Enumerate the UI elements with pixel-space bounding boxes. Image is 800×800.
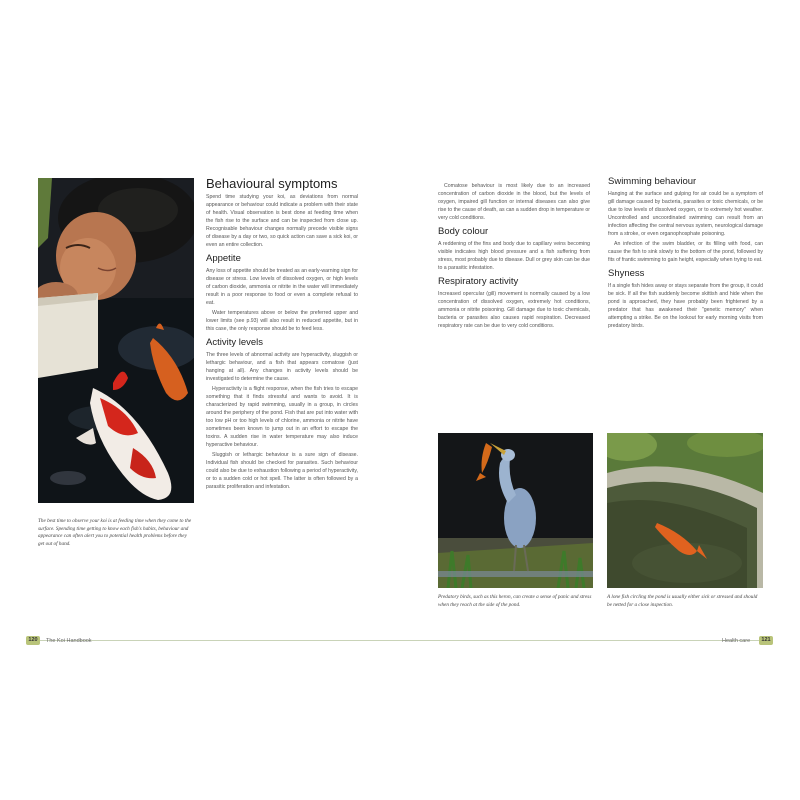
right-text-column-1: [438, 182, 590, 332]
right-running-head: Health care: [722, 638, 751, 644]
child-koi-photo: [38, 178, 194, 503]
left-text-column: [206, 176, 358, 493]
footer-rule: [28, 640, 772, 641]
pond-image: [607, 433, 763, 588]
activity-paragraph-2: Hyperactivity is a flight response, when the fish tries to escape something that it finds stressful and wants to avoid. It is characterized by rapid swimming, usually in a group, in circles around the periphery of the pond. Fish that are put into water with too low pH or too high levels of chlorine, ammonia or nitrite have sometimes been known to jump out in an effort to escape the toxins. A sudden rise in water temperature may also induce hyperactive behaviour.: [206, 386, 358, 448]
activity-paragraph-3: Sluggish or lethargic behaviour is a sure sign of disease. Individual fish should be checked for parasites. Such behaviour could also be due to exhaustion following a period of hyperactivity, or to a sudden cold or hot spell. The latter is often followed by a parasitic proliferation and infestation.: [206, 452, 358, 490]
heron-image: [438, 433, 593, 588]
pond-photo: [607, 433, 763, 588]
swimming-paragraph-2: An infection of the swim bladder, or its filling with food, can cause the fish to sink slowly to the bottom of the pond, followed by fits of frantic swimming to gain height, especially when trying to eat.: [608, 241, 763, 263]
left-page-number: 120: [26, 636, 40, 645]
heron-caption: Predatory birds, such as this heron, can create a sense of panic and stress when they reach at the side of the pond.: [438, 594, 592, 608]
left-photo-caption: The best time to observe your koi is at feeding time when they come to the surface. Spending time getting to know each fish's habits, behaviour and appearance can often alert you to potential health problems before they get out of hand.: [38, 518, 192, 547]
right-page-number: 121: [759, 636, 773, 645]
heron-photo: [438, 433, 593, 588]
appetite-paragraph-2: Water temperatures above or below the preferred upper and lower limits (see p.93) will also result in reduced appetite, but in this case, the only response should be to feed less.: [206, 310, 358, 332]
swimming-paragraph-1: Hanging at the surface and gulping for air could be a symptom of gill damage caused by bacteria, parasites or toxic chemicals, or be due to low levels of dissolved oxygen, or to extremely hot weather. Uncontrolled and uncoordinated swimming can result from an infection affecting the central nervous system, neurological damage from a stroke, or even organophosphate poisoning.: [608, 191, 763, 237]
shyness-paragraph: If a single fish hides away or stays separate from the group, it could be sick. If all the fish suddenly become skittish and hide when the pond is approached, they have probably been frightened by a predator that has awakened their "genetic memory" when attempting a strike. Be on the lookout for early morning visits from predatory birds.: [608, 283, 763, 329]
pond-caption: A lone fish circling the pond is usually either sick or stressed and should be netted for a close inspection.: [607, 594, 758, 608]
respiratory-heading: Respiratory activity: [438, 276, 519, 287]
comatose-paragraph: Comatose behaviour is most likely due to an increased concentration of carbon dioxide in the blood, but the levels of oxygen, impaired gill function or internal diseases can also give rise to the cause of death, as can a sudden drop in temperature or very cold conditions.: [438, 183, 590, 221]
body-colour-heading: Body colour: [438, 226, 489, 237]
child-koi-image: [38, 178, 194, 503]
swimming-heading: Swimming behaviour: [608, 176, 697, 187]
activity-heading: Activity levels: [206, 337, 264, 348]
respiratory-paragraph: Increased opercular (gill) movement is normally caused by a low concentration of dissolved oxygen, extremely hot conditions, ammonia or nitrite poisoning. Gill damage due to toxic chemicals, bacteria or parasites also causes rapid respiration. Decreased respiratory rate can be due to very cold conditions.: [438, 291, 590, 329]
intro-paragraph: Spend time studying your koi, as deviations from normal appearance or behaviour could indicate a problem with their state of health. Visual observation is best done at feeding time when the fish rise to the surface and can be inspected from close up. Recognisable behaviour changes normally precede visible signs of disease by a day or two, so quick action can save a sick koi, or even an entire collection.: [206, 194, 358, 248]
right-text-column-2: [608, 176, 763, 332]
appetite-paragraph-1: Any loss of appetite should be treated as an early-warning sign for disease or stress. Low levels of dissolved oxygen, or high levels of carbon dioxide, ammonia or nitrite in the water will immediately result in a poor response to food or even a complete refusal to eat.: [206, 268, 358, 306]
activity-paragraph-1: The three levels of abnormal activity are hyperactivity, sluggish or lethargic behaviour, and a fish that appears comatose (just hanging at all). Any changes in activity levels should be investigated to determine the cause.: [206, 352, 358, 382]
body-colour-paragraph: A reddening of the fins and body due to capillary veins becoming visible indicates high blood pressure and a fish suffering from stress, most probably due to disease. Dull or grey skin can be due to a parasitic infestation.: [438, 241, 590, 271]
section-title: Behavioural symptoms: [206, 176, 338, 191]
left-running-head: The Koi Handbook: [46, 638, 92, 644]
appetite-heading: Appetite: [206, 253, 241, 264]
shyness-heading: Shyness: [608, 268, 645, 279]
